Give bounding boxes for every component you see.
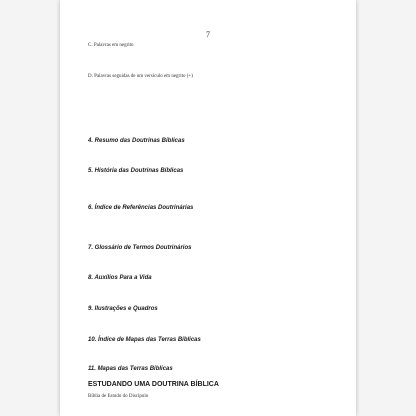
- section-heading-6: 6. Índice de Referências Doutrinárias: [88, 205, 194, 211]
- paragraph-fragment-c: C. Palavras em negrito: [88, 43, 134, 48]
- section-heading-7: 7. Glossário de Termos Doutrinários: [88, 245, 192, 251]
- section-heading-9: 9. Ilustrações e Quadros: [88, 306, 158, 312]
- footer-fragment: Bíblia de Estudo do Discípulo: [88, 394, 149, 399]
- section-heading-10: 10. Índice de Mapas das Terras Bíblicas: [88, 337, 201, 343]
- section-heading-5: 5. História das Doutrinas Bíblicas: [88, 168, 184, 174]
- section-heading-4: 4. Resumo das Doutrinas Bíblicas: [88, 138, 185, 144]
- page-number: 7: [206, 30, 210, 39]
- section-heading-11: 11. Mapas das Terras Bíblicas: [88, 366, 173, 372]
- document-page: [60, 0, 356, 416]
- section-heading-8: 8. Auxílios Para a Vida: [88, 275, 152, 281]
- paragraph-fragment-d: D. Palavras seguidas de um versículo em negrito (+): [88, 74, 193, 79]
- main-heading: ESTUDANDO UMA DOUTRINA BÍBLICA: [88, 381, 219, 388]
